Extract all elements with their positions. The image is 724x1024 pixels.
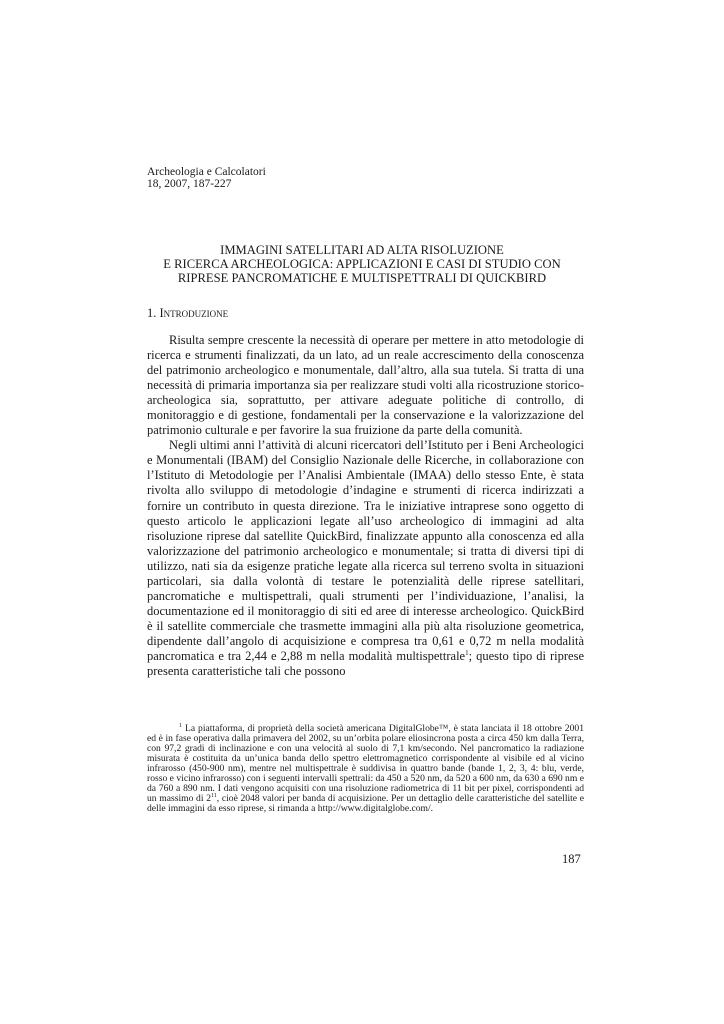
title-line-3: RIPRESE PANCROMATICHE E MULTISPETTRALI DI QUICKBIRD — [177, 271, 547, 285]
paragraph — [147, 438, 584, 679]
footnote-text-b: , cioè 2048 valori per banda di acquisizione. Per un dettaglio delle caratteristiche del satellite e delle immagini da esso riprese, si rimanda a http://www.digitalglobe.com/. — [147, 793, 585, 815]
article-title — [140, 243, 584, 285]
section-heading — [147, 306, 228, 320]
journal-header — [147, 166, 266, 190]
title-line-1: IMMAGINI SATELLITARI AD ALTA RISOLUZIONE — [220, 243, 504, 257]
footnote-text-a: La piattaforma, di proprietà della società americana DigitalGlobe™, è stata lanciata il 18 ottobre 2001 ed è in fase operativa dalla primavera del 2002, su un’orbita polare eliosincrona posta a circa 450 km dalla Terra, con 97,2 gradi di inclinazione e con una velocità al suolo di 7,1 km/secondo. Nel pancromatico la radiazione misurata è costituita da un’unica banda dello spettro elettromagnetico corrispondente al visibile ed al vicino infrarosso (450-900 nm), mentre nel multispettrale è suddivisa in quattro bande (bande 1, 2, 3, 4: blu, verde, rosso e vicino infrarosso) con i seguenti intervalli spettrali: da 450 a 520 nm, da 520 a 600 nm, da 630 a 690 nm e da 760 a 890 nm. I dati vengono acquisiti con una risoluzione radiometrica di 11 bit per pixel, corrispondenti ad un massimo di 2 — [147, 723, 584, 805]
footnote-reference[interactable]: 1 — [465, 648, 469, 657]
page-number: 187 — [562, 852, 581, 866]
footnote — [147, 724, 584, 814]
footnote-text — [147, 724, 584, 814]
journal-volume: 18, 2007, 187-227 — [147, 178, 232, 190]
footnote-mark: 1 — [179, 722, 182, 729]
section-number: 1. — [147, 306, 157, 320]
paragraph-text: Negli ultimi anni l’attività di alcuni ricercatori dell’Istituto per i Beni Archeologici e Monumentali (IBAM) del Consiglio Nazionale delle Ricerche, in collaborazione con l’Istituto di Metodologie per l’Analisi Ambientale (IMAA) dello stesso Ente, è stata rivolta allo sviluppo di metodologie d’indagine e strumenti di ricerca indirizzati a fornire un contributo in questa direzione. Tra le iniziative intraprese sono oggetto di questo articolo le applicazioni legate all’uso archeologico di immagini ad alta risoluzione riprese dal satellite QuickBird, finalizzate appunto alla conoscenza ed alla valorizzazione del patrimonio archeologico e monumentale; si tratta di diversi tipi di utilizzo, nati sia da esigenze pratiche legate alla ricerca sul terreno svolta in situazioni particolari, sia dalla volontà di testare le potenzialità delle riprese satellitari, pancromatiche e multispettrali, quali strumenti per l’individuazione, l’analisi, la documentazione ed il monitoraggio di siti ed aree di interesse archeologico. QuickBird è il satellite commerciale che trasmette immagini alla più alta risoluzione geometrica, dipendente dall’angolo di acquisizione e compresa tra 0,61 e 0,72 m nella modalità pancromatica e tra 2,44 e 2,88 m nella modalità multispettrale — [147, 438, 584, 663]
paragraph: Risulta sempre crescente la necessità di operare per mettere in atto metodologie di ricerca e strumenti finalizzati, da un lato, ad un reale accrescimento della conoscenza del patrimonio archeologico e monumentale, dall’altro, alla sua tutela. Si tratta di una necessità di primaria importanza sia per realizzare studi volti alla ricostruzione storico-archeologica sia, soprattutto, per attivare adeguate politiche di controllo, di monitoraggio e di gestione, fondamentali per la conservazione e la valorizzazione del patrimonio culturale e per favorire la sua fruizione da parte della comunità. — [147, 333, 584, 438]
title-line-2: E RICERCA ARCHEOLOGICA: APPLICAZIONI E CASI DI STUDIO CON — [163, 257, 561, 271]
section-name: Introduzione — [159, 306, 229, 320]
body-text — [147, 333, 584, 679]
paragraph-text-end: ; questo tipo di riprese presenta caratteristiche tali che possono — [147, 648, 584, 679]
journal-name: Archeologia e Calcolatori — [147, 166, 266, 178]
footnote-exponent: 11 — [211, 793, 217, 800]
